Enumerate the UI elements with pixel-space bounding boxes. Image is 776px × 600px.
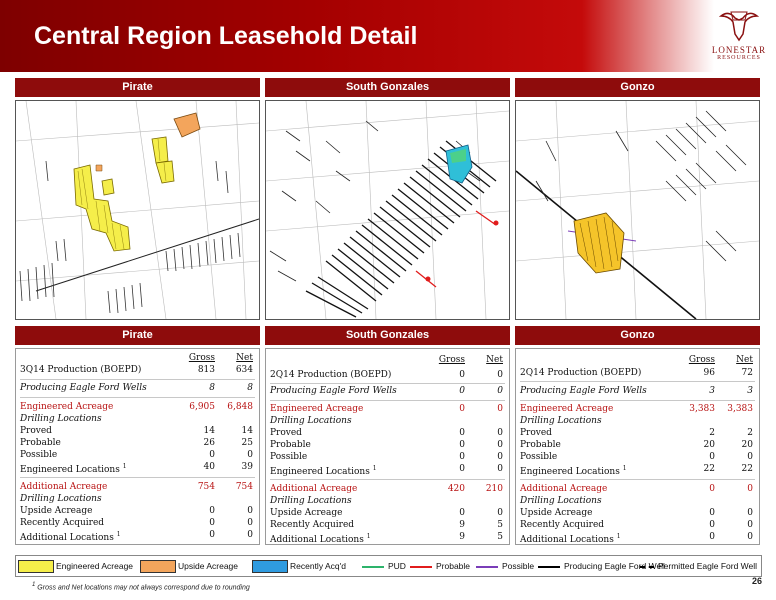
header-banner: [0, 0, 776, 72]
company-logo: [708, 8, 770, 64]
gross-value: 0: [209, 506, 215, 516]
row-proved: [520, 427, 755, 439]
row-recently-acquired: [270, 519, 505, 531]
row-label: Proved: [520, 428, 552, 438]
row-label: Engineered Locations $^1$: [20, 463, 127, 475]
row-label: Engineered Acreage: [520, 404, 614, 414]
row-label: Drilling Locations: [20, 494, 102, 504]
net-value: 5: [497, 532, 503, 542]
net-value: 0: [497, 464, 503, 474]
gross-value: 9: [459, 520, 465, 530]
gross-value: 0: [209, 530, 215, 540]
possible-line-icon: [476, 566, 498, 568]
row-probable: [270, 439, 505, 451]
row-label: Producing Eagle Ford Wells: [520, 386, 647, 396]
row-recently-acquired: [20, 517, 255, 529]
table-title-south-gonzales: South Gonzales: [265, 326, 510, 345]
engineered-swatch: [18, 560, 54, 573]
col-gross: Gross: [188, 353, 215, 363]
net-value: 0: [247, 518, 253, 528]
row-engineered-acreage: [270, 403, 505, 415]
net-value: 210: [485, 484, 503, 494]
col-net: Net: [736, 355, 753, 365]
row-label: Producing Eagle Ford Wells: [270, 386, 397, 396]
gross-value: 14: [203, 426, 215, 436]
upside-swatch: [140, 560, 176, 573]
row-label: Recently Acquired: [270, 520, 355, 530]
legend-producing: Producing Eagle Ford Well: [564, 561, 665, 571]
net-value: 39: [241, 462, 253, 472]
row-label: Drilling Locations: [520, 496, 602, 506]
map-title-pirate: Pirate: [15, 78, 260, 97]
row-label: Proved: [20, 426, 52, 436]
gross-value: 3,383: [689, 404, 715, 414]
map-legend: [15, 555, 762, 577]
net-value: 8: [247, 383, 253, 393]
row-production: [20, 364, 255, 376]
row-label: 2Q14 Production (BOEPD): [270, 370, 392, 380]
row-divider: [520, 479, 755, 480]
gross-value: 0: [459, 440, 465, 450]
row-additional-locations: [20, 529, 255, 541]
page-number: 26: [751, 576, 762, 586]
table-gonzo: [515, 348, 760, 545]
row-drilling-locations: [270, 495, 505, 507]
recent-swatch: [252, 560, 288, 573]
row-drilling-locations: [520, 415, 755, 427]
row-label: Producing Eagle Ford Wells: [20, 383, 147, 393]
gross-value: 0: [209, 450, 215, 460]
table-header-row: [520, 354, 755, 366]
row-divider: [270, 479, 505, 480]
gross-value: 420: [447, 484, 465, 494]
map-title-gonzo: Gonzo: [515, 78, 760, 97]
row-wells: [520, 385, 755, 397]
row-label: Upside Acreage: [270, 508, 343, 518]
page-title: Central Region Leasehold Detail: [34, 22, 418, 50]
gross-value: 0: [459, 508, 465, 518]
row-engineered-acreage: [520, 403, 755, 415]
net-value: 0: [247, 506, 253, 516]
net-value: 14: [241, 426, 253, 436]
row-divider: [20, 397, 255, 398]
row-label: Possible: [520, 452, 558, 462]
row-label: Possible: [20, 450, 58, 460]
table-header-row: [20, 352, 255, 364]
net-value: 0: [747, 520, 753, 530]
map-pirate[interactable]: [15, 100, 260, 320]
gross-value: 22: [703, 464, 715, 474]
row-label: 3Q14 Production (BOEPD): [20, 365, 142, 375]
row-upside-acreage: [20, 505, 255, 517]
gross-value: 9: [459, 532, 465, 542]
row-label: Engineered Locations $^1$: [520, 465, 627, 477]
row-label: Probable: [20, 438, 61, 448]
net-value: 72: [741, 368, 753, 378]
gross-value: 0: [209, 518, 215, 528]
row-label: Upside Acreage: [520, 508, 593, 518]
row-proved: [20, 425, 255, 437]
row-additional-acreage: [270, 483, 505, 495]
net-value: 3: [747, 386, 753, 396]
table-header-row: [270, 354, 505, 366]
net-value: 5: [497, 520, 503, 530]
col-gross: Gross: [438, 355, 465, 365]
net-value: 0: [497, 404, 503, 414]
row-label: Engineered Acreage: [270, 404, 364, 414]
footnote: 1 Gross and Net locations may not always correspond due to rounding: [32, 582, 250, 592]
net-value: 2: [747, 428, 753, 438]
net-value: 0: [497, 452, 503, 462]
row-label: Additional Locations $^1$: [520, 533, 621, 545]
row-label: Additional Locations $^1$: [20, 531, 121, 543]
gross-value: 8: [209, 383, 215, 393]
probable-line-icon: [410, 566, 432, 568]
row-upside-acreage: [270, 507, 505, 519]
table-south-gonzales: [265, 348, 510, 545]
gross-value: 0: [709, 532, 715, 542]
row-possible: [520, 451, 755, 463]
gross-value: 3: [709, 386, 715, 396]
table-pirate: [15, 348, 260, 545]
table-title-gonzo: Gonzo: [515, 326, 760, 345]
net-value: 0: [747, 484, 753, 494]
gross-value: 0: [709, 508, 715, 518]
row-label: Drilling Locations: [20, 414, 102, 424]
net-value: 0: [497, 386, 503, 396]
row-divider: [520, 400, 755, 401]
row-engineered-acreage: [20, 401, 255, 413]
row-label: Upside Acreage: [20, 506, 93, 516]
row-divider: [20, 477, 255, 478]
net-value: 0: [747, 452, 753, 462]
producing-line-icon: [538, 566, 560, 568]
row-label: Probable: [520, 440, 561, 450]
gross-value: 0: [709, 520, 715, 530]
legend-possible: Possible: [502, 561, 535, 571]
gross-value: 0: [459, 370, 465, 380]
row-label: Additional Acreage: [270, 484, 358, 494]
row-divider: [270, 383, 505, 384]
net-value: 20: [741, 440, 753, 450]
row-additional-locations: [520, 531, 755, 543]
gross-value: 0: [459, 464, 465, 474]
row-engineered-locations: [270, 463, 505, 475]
row-possible: [20, 449, 255, 461]
logo-brand: LONESTAR: [711, 45, 767, 55]
row-divider: [20, 379, 255, 380]
net-value: 0: [497, 370, 503, 380]
gross-value: 0: [459, 452, 465, 462]
gross-value: 6,905: [189, 402, 215, 412]
net-value: 0: [747, 532, 753, 542]
legend-probable: Probable: [436, 561, 471, 571]
col-gross: Gross: [688, 355, 715, 365]
gross-value: 0: [459, 386, 465, 396]
row-label: Additional Acreage: [520, 484, 608, 494]
row-probable: [20, 437, 255, 449]
gross-value: 2: [709, 428, 715, 438]
net-value: 0: [247, 530, 253, 540]
row-engineered-locations: [520, 463, 755, 475]
net-value: 0: [497, 440, 503, 450]
row-divider: [520, 381, 755, 382]
row-label: Possible: [270, 452, 308, 462]
row-proved: [270, 427, 505, 439]
row-divider: [270, 400, 505, 401]
row-drilling-locations: [270, 415, 505, 427]
row-label: Recently Acquired: [20, 518, 105, 528]
legend-recent: Recently Acq'd: [290, 561, 346, 571]
row-possible: [270, 451, 505, 463]
map-gonzo[interactable]: [515, 100, 760, 320]
col-net: Net: [236, 353, 253, 363]
net-value: 22: [741, 464, 753, 474]
col-net: Net: [486, 355, 503, 365]
row-label: Engineered Acreage: [20, 402, 114, 412]
row-label: Recently Acquired: [520, 520, 605, 530]
row-label: 2Q14 Production (BOEPD): [520, 368, 642, 378]
gross-value: 20: [703, 440, 715, 450]
row-label: Probable: [270, 440, 311, 450]
net-value: 0: [497, 428, 503, 438]
net-value: 754: [235, 482, 253, 492]
gross-value: 96: [703, 368, 715, 378]
row-drilling-locations: [20, 493, 255, 505]
row-drilling-locations: [20, 413, 255, 425]
row-label: Drilling Locations: [270, 496, 352, 506]
gross-value: 0: [459, 428, 465, 438]
map-title-south-gonzales: South Gonzales: [265, 78, 510, 97]
gross-value: 0: [459, 404, 465, 414]
row-probable: [520, 439, 755, 451]
row-upside-acreage: [520, 507, 755, 519]
net-value: 25: [241, 438, 253, 448]
row-recently-acquired: [520, 519, 755, 531]
row-label: Additional Acreage: [20, 482, 108, 492]
row-label: Engineered Locations $^1$: [270, 465, 377, 477]
row-drilling-locations: [520, 495, 755, 507]
row-label: Additional Locations $^1$: [270, 533, 371, 545]
net-value: 634: [235, 365, 253, 375]
gross-value: 754: [197, 482, 215, 492]
row-additional-acreage: [520, 483, 755, 495]
legend-pud: PUD: [388, 561, 406, 571]
gross-value: 0: [709, 484, 715, 494]
logo-sub: RESOURCES: [717, 55, 761, 61]
gross-value: 813: [197, 365, 215, 375]
row-production: [270, 369, 505, 381]
row-wells: [20, 382, 255, 394]
row-additional-locations: [270, 531, 505, 543]
gross-value: 40: [203, 462, 215, 472]
gross-value: 0: [709, 452, 715, 462]
net-value: 0: [747, 508, 753, 518]
row-label: Drilling Locations: [270, 416, 352, 426]
legend-permitted: Permitted Eagle Ford Well: [658, 561, 758, 571]
pud-line-icon: [362, 566, 384, 568]
net-value: 3,383: [727, 404, 753, 414]
row-label: Proved: [270, 428, 302, 438]
longhorn-icon: [719, 8, 759, 42]
row-production: [520, 367, 755, 379]
row-engineered-locations: [20, 461, 255, 473]
row-additional-acreage: [20, 481, 255, 493]
legend-engineered: Engineered Acreage: [56, 561, 134, 571]
net-value: 0: [497, 508, 503, 518]
permitted-line-icon: [640, 566, 654, 568]
row-label: Drilling Locations: [520, 416, 602, 426]
net-value: 0: [247, 450, 253, 460]
row-wells: [270, 385, 505, 397]
legend-upside: Upside Acreage: [178, 561, 239, 571]
net-value: 6,848: [227, 402, 253, 412]
table-title-pirate: Pirate: [15, 326, 260, 345]
gross-value: 26: [203, 438, 215, 448]
map-south-gonzales[interactable]: [265, 100, 510, 320]
